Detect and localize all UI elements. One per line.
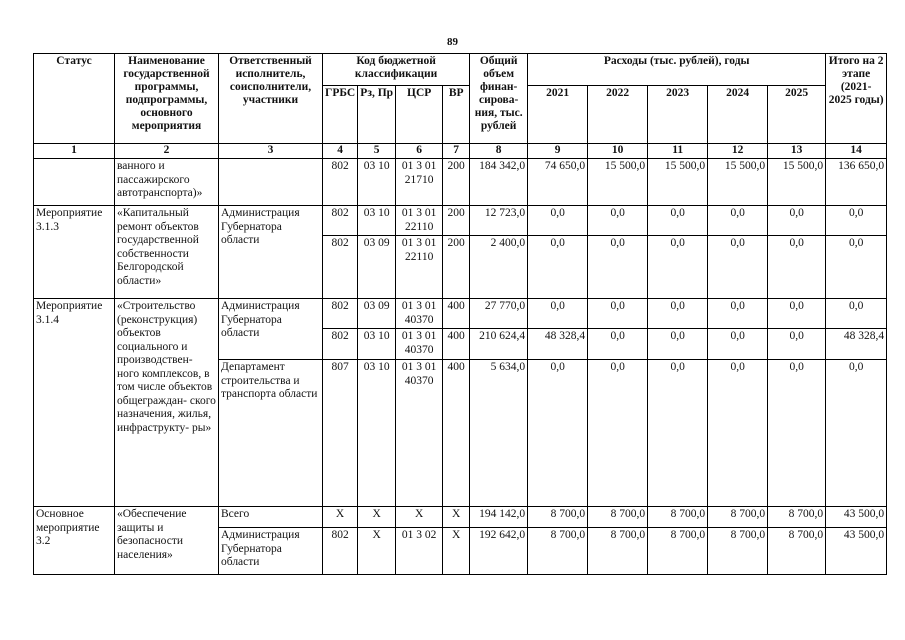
total-cell: 192 642,0	[470, 528, 528, 575]
page-number: 89	[447, 36, 458, 48]
header-rzpr: Рз, Пр	[358, 86, 396, 144]
vr-cell: 400	[443, 360, 470, 507]
vr-cell: Х	[443, 528, 470, 575]
value-2024: 8 700,0	[708, 528, 768, 575]
value-2023: 0,0	[648, 236, 708, 299]
stage-total-cell: 48 328,4	[826, 329, 887, 360]
total-cell: 184 342,0	[470, 159, 528, 206]
status-cell: Мероприятие 3.1.4	[34, 299, 115, 507]
total-cell: 194 142,0	[470, 507, 528, 528]
value-2025: 8 700,0	[768, 507, 826, 528]
executor-cell: Всего	[219, 507, 323, 528]
header-total: Общий объем финан- сирова- ния, тыс. рублей	[470, 54, 528, 144]
executor-cell: Департамент строительства и транспорта области	[219, 360, 323, 507]
csr-cell: 01 3 01 21710	[396, 159, 443, 206]
table-row	[34, 507, 887, 528]
value-2024: 0,0	[708, 206, 768, 236]
value-2025: 15 500,0	[768, 159, 826, 206]
col-number: 12	[708, 144, 768, 159]
csr-cell: 01 3 01 22110	[396, 206, 443, 236]
col-number: 6	[396, 144, 443, 159]
vr-cell: 400	[443, 299, 470, 329]
col-number: 7	[443, 144, 470, 159]
name-cell: «Строительство (реконструкция) объектов социального и производствен- ного комплексов, в том числе объектов общеграждан- ского назначения, жилья, инфраструкту- ры»	[115, 299, 219, 507]
total-cell: 5 634,0	[470, 360, 528, 507]
value-2022: 0,0	[588, 299, 648, 329]
rzpr-cell: 03 09	[358, 299, 396, 329]
header-2025: 2025	[768, 86, 826, 144]
grbs-cell: 802	[323, 329, 358, 360]
value-2023: 0,0	[648, 299, 708, 329]
csr-cell: Х	[396, 507, 443, 528]
header-grbs: ГРБС	[323, 86, 358, 144]
value-2022: 8 700,0	[588, 528, 648, 575]
value-2025: 8 700,0	[768, 528, 826, 575]
status-cell: Основное мероприятие 3.2	[34, 507, 115, 575]
grbs-cell: 802	[323, 299, 358, 329]
stage-total-cell: 43 500,0	[826, 507, 887, 528]
col-number: 1	[34, 144, 115, 159]
rzpr-cell: Х	[358, 507, 396, 528]
stage-total-cell: 0,0	[826, 236, 887, 299]
csr-cell: 01 3 02	[396, 528, 443, 575]
total-cell: 210 624,4	[470, 329, 528, 360]
value-2022: 0,0	[588, 329, 648, 360]
header-budget-code: Код бюджетной классификации	[323, 54, 470, 86]
value-2022: 8 700,0	[588, 507, 648, 528]
total-cell: 27 770,0	[470, 299, 528, 329]
value-2023: 0,0	[648, 360, 708, 507]
col-number: 14	[826, 144, 887, 159]
total-cell: 12 723,0	[470, 206, 528, 236]
value-2021: 0,0	[528, 206, 588, 236]
vr-cell: Х	[443, 507, 470, 528]
vr-cell: 400	[443, 329, 470, 360]
value-2021: 0,0	[528, 236, 588, 299]
status-cell: Мероприятие 3.1.3	[34, 206, 115, 299]
rzpr-cell: 03 10	[358, 159, 396, 206]
rzpr-cell: 03 10	[358, 360, 396, 507]
executor-cell	[219, 159, 323, 206]
value-2021: 8 700,0	[528, 507, 588, 528]
budget-table	[33, 53, 887, 575]
col-number: 9	[528, 144, 588, 159]
csr-cell: 01 3 01 40370	[396, 329, 443, 360]
value-2021: 74 650,0	[528, 159, 588, 206]
vr-cell: 200	[443, 206, 470, 236]
value-2022: 0,0	[588, 206, 648, 236]
col-number: 2	[115, 144, 219, 159]
col-number: 10	[588, 144, 648, 159]
csr-cell: 01 3 01 22110	[396, 236, 443, 299]
rzpr-cell: 03 09	[358, 236, 396, 299]
header-2022: 2022	[588, 86, 648, 144]
value-2024: 0,0	[708, 299, 768, 329]
grbs-cell: 802	[323, 236, 358, 299]
name-cell: «Обеспечение защиты и безопасности населения»	[115, 507, 219, 575]
rzpr-cell: 03 10	[358, 206, 396, 236]
stage-total-cell: 0,0	[826, 299, 887, 329]
header-2021: 2021	[528, 86, 588, 144]
value-2021: 8 700,0	[528, 528, 588, 575]
stage-total-cell: 0,0	[826, 360, 887, 507]
grbs-cell: 802	[323, 206, 358, 236]
value-2023: 15 500,0	[648, 159, 708, 206]
col-number: 5	[358, 144, 396, 159]
value-2022: 0,0	[588, 360, 648, 507]
vr-cell: 200	[443, 236, 470, 299]
col-number: 4	[323, 144, 358, 159]
value-2025: 0,0	[768, 236, 826, 299]
name-cell: ванного и пассажирского автотранспорта)»	[115, 159, 219, 206]
header-status: Статус	[34, 54, 115, 144]
table-row	[34, 299, 887, 329]
executor-cell: Администрация Губернатора области	[219, 299, 323, 360]
col-number: 3	[219, 144, 323, 159]
header-expenses: Расходы (тыс. рублей), годы	[528, 54, 826, 86]
total-cell: 2 400,0	[470, 236, 528, 299]
table-row	[34, 206, 887, 236]
header-csr: ЦСР	[396, 86, 443, 144]
header-name: Наименование государственной программы, подпрограммы, основного мероприятия	[115, 54, 219, 144]
value-2025: 0,0	[768, 360, 826, 507]
status-cell	[34, 159, 115, 206]
value-2021: 0,0	[528, 360, 588, 507]
value-2024: 0,0	[708, 329, 768, 360]
value-2022: 15 500,0	[588, 159, 648, 206]
header-2023: 2023	[648, 86, 708, 144]
grbs-cell: 802	[323, 528, 358, 575]
csr-cell: 01 3 01 40370	[396, 360, 443, 507]
col-number: 11	[648, 144, 708, 159]
value-2023: 0,0	[648, 329, 708, 360]
header-2024: 2024	[708, 86, 768, 144]
value-2024: 8 700,0	[708, 507, 768, 528]
csr-cell: 01 3 01 40370	[396, 299, 443, 329]
col-number: 13	[768, 144, 826, 159]
header-executor: Ответственный исполнитель, соисполнители, участники	[219, 54, 323, 144]
grbs-cell: 807	[323, 360, 358, 507]
value-2023: 8 700,0	[648, 528, 708, 575]
value-2021: 48 328,4	[528, 329, 588, 360]
executor-cell: Администрация Губернатора области	[219, 206, 323, 299]
header-stage-total: Итого на 2 этапе (2021- 2025 годы)	[826, 54, 887, 144]
name-cell: «Капитальный ремонт объектов государственной собственности Белгородской области»	[115, 206, 219, 299]
executor-cell: Администрация Губернатора области	[219, 528, 323, 575]
col-number: 8	[470, 144, 528, 159]
rzpr-cell: 03 10	[358, 329, 396, 360]
stage-total-cell: 0,0	[826, 206, 887, 236]
vr-cell: 200	[443, 159, 470, 206]
value-2025: 0,0	[768, 299, 826, 329]
rzpr-cell: Х	[358, 528, 396, 575]
stage-total-cell: 136 650,0	[826, 159, 887, 206]
table-row	[34, 159, 887, 206]
value-2025: 0,0	[768, 329, 826, 360]
stage-total-cell: 43 500,0	[826, 528, 887, 575]
value-2024: 0,0	[708, 236, 768, 299]
value-2024: 0,0	[708, 360, 768, 507]
grbs-cell: 802	[323, 159, 358, 206]
value-2021: 0,0	[528, 299, 588, 329]
value-2025: 0,0	[768, 206, 826, 236]
value-2023: 0,0	[648, 206, 708, 236]
value-2024: 15 500,0	[708, 159, 768, 206]
grbs-cell: Х	[323, 507, 358, 528]
value-2022: 0,0	[588, 236, 648, 299]
header-vr: ВР	[443, 86, 470, 144]
value-2023: 8 700,0	[648, 507, 708, 528]
